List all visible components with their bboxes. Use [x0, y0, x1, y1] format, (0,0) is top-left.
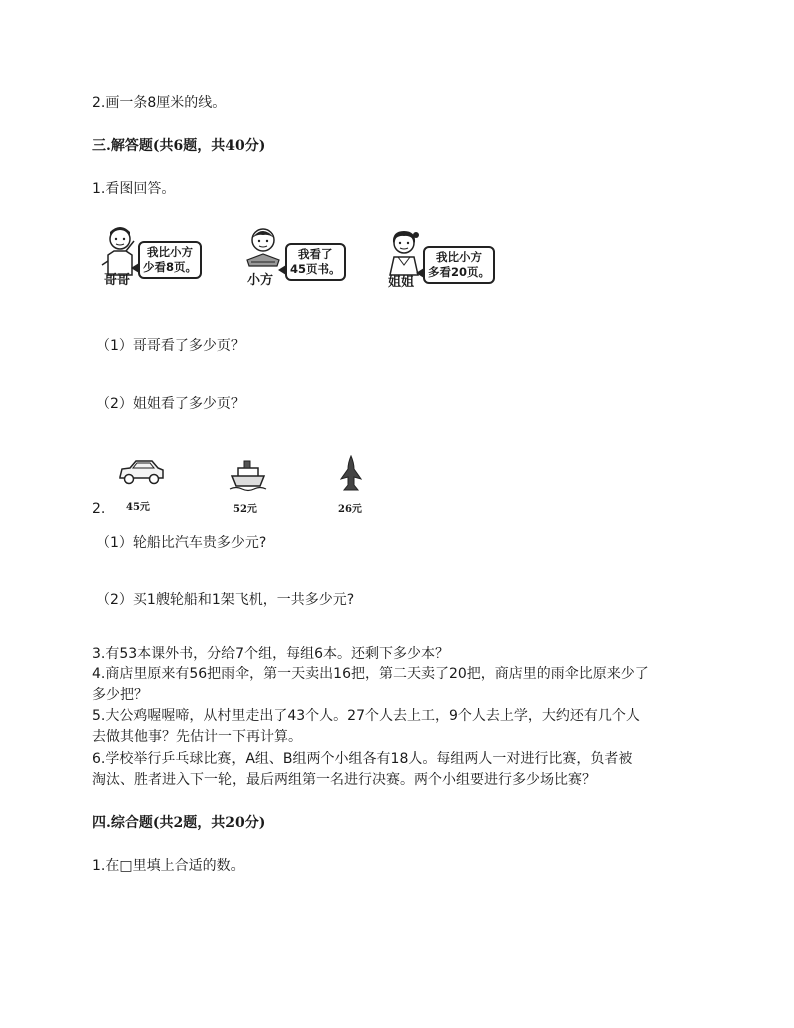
question-2-number: 2. — [92, 501, 106, 517]
airplane-price: 26元 — [338, 504, 362, 515]
question-1-prompt: 1.看图回答。 — [92, 181, 176, 197]
section-4-title: 四.综合题(共2题，共20分) — [92, 815, 266, 831]
ship-price: 52元 — [233, 504, 257, 515]
ship-icon — [228, 458, 268, 492]
airplane-icon — [340, 455, 362, 493]
xiaofang-speech-bubble — [285, 243, 346, 281]
question-5-line-2: 去做其他事？先估计一下再计算。 — [92, 729, 302, 745]
brother-speech-bubble — [138, 241, 202, 279]
question-3: 3.有53本课外书，分给7个组，每组6本。还剩下多少本？ — [92, 646, 449, 662]
question-6-line-2: 淘汰、胜者进入下一轮，最后两组第一名进行决赛。两个小组要进行多少场比赛？ — [92, 772, 596, 788]
question-6-line-1: 6.学校举行乒乓球比赛，A组、B组两个小组各有18人。每组两人一对进行比赛，负者被 — [92, 751, 633, 767]
question-draw-line: 2.画一条8厘米的线。 — [92, 95, 227, 111]
brother-bubble-line-1: 我比小方 — [147, 245, 193, 259]
sister-bubble-line-1: 我比小方 — [436, 250, 482, 264]
brother-bubble-line-2: 少看8页。 — [143, 260, 198, 274]
section-3-title: 三.解答题(共6题，共40分) — [92, 138, 266, 154]
brother-label: 哥哥 — [104, 273, 131, 288]
question-4-line-1: 4.商店里原来有56把雨伞，第一天卖出16把，第二天卖了20把，商店里的雨伞比原来少了 — [92, 666, 649, 682]
sister-label: 姐姐 — [388, 275, 415, 290]
sister-speech-bubble — [423, 246, 495, 284]
question-5-line-1: 5.大公鸡喔喔啼，从村里走出了43个人。27个人去上工，9个人去上学，大约还有几个人 — [92, 708, 640, 724]
question-1-sub-1: （1）哥哥看了多少页？ — [96, 338, 245, 354]
question-2-sub-1: （1）轮船比汽车贵多少元? — [96, 535, 267, 551]
xiaofang-label: 小方 — [247, 273, 274, 288]
question-1-sub-2: （2）姐姐看了多少页？ — [96, 396, 245, 412]
xiaofang-figure-icon — [243, 226, 283, 276]
xiaofang-bubble-line-2: 45页书。 — [290, 262, 341, 276]
car-price: 45元 — [126, 502, 150, 513]
sister-bubble-line-2: 多看20页。 — [428, 265, 491, 279]
question-2-sub-2: （2）买1艘轮船和1架飞机，一共多少元? — [96, 592, 355, 608]
car-icon — [116, 457, 166, 487]
question-4-line-2: 多少把？ — [92, 687, 148, 703]
xiaofang-bubble-line-1: 我看了 — [298, 247, 333, 261]
question-fill-boxes: 1.在□里填上合适的数。 — [92, 858, 245, 874]
